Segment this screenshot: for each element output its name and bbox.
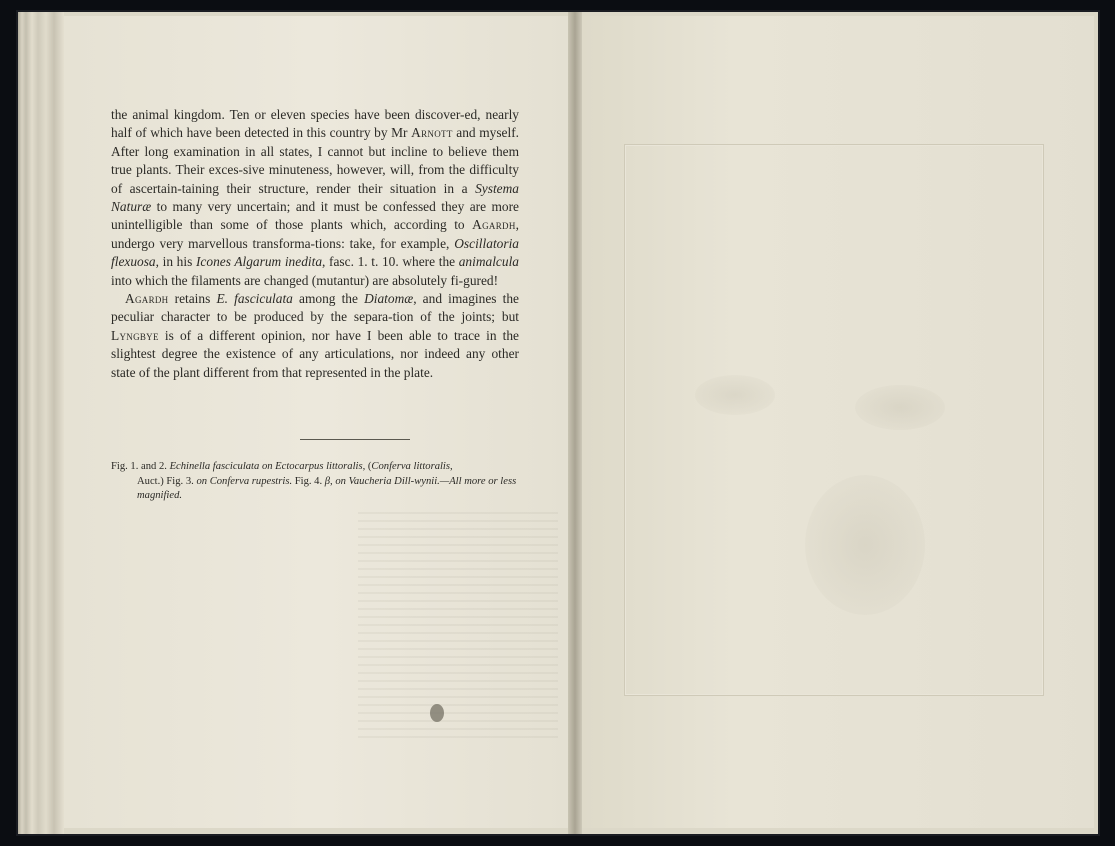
italic-text: animalcula [458, 254, 519, 270]
text-run: , undergo very marvellous transforma-tions: take, for example, [111, 217, 519, 251]
text-run: Fig. 1. and 2. [111, 461, 170, 472]
paragraph [111, 106, 519, 290]
text-run: , in his [155, 254, 196, 270]
show-through-mark [805, 475, 925, 615]
text-run: to many very uncertain; and it must be confessed they are more unintelligible than some of those plants which, according to [111, 199, 519, 233]
paragraph [111, 290, 519, 382]
text-run: , fasc. 1. t. 10. where the [322, 254, 459, 270]
figure-caption [111, 460, 523, 504]
italic-text: Oscillatoria flexuosa [111, 235, 519, 270]
small-caps-text: Agardh [472, 217, 516, 233]
text-run: ( [365, 461, 372, 472]
italic-text: E. fasciculata [216, 291, 293, 307]
caption-line [111, 475, 523, 504]
italic-text: Systema Naturæ [111, 180, 519, 215]
italic-text: Echinella fasciculata on Ectocarpus littoralis, [169, 461, 366, 472]
show-through-mark [695, 375, 775, 415]
text-run: and myself. After long examination in all states, I cannot but incline to believe them true plants. Their exces-sive minuteness, however, will, from the difficulty of ascertain-taining their structure, render their situation in a [111, 125, 520, 196]
page-edges [18, 12, 64, 834]
small-caps-text: Arnott [411, 125, 453, 141]
book-gutter [568, 12, 582, 834]
text-run: , and imagines the peculiar character to be produced by the separa-tion of the joints; but [111, 291, 519, 325]
plate-impression [624, 144, 1044, 696]
caption-line [111, 461, 453, 472]
small-caps-text: Agardh [125, 291, 169, 307]
text-run: is of a different opinion, nor have I been able to trace in the slightest degree the existence of any articulations, nor indeed any other state of the plant different from that represented in the plate. [111, 327, 519, 380]
small-caps-text: Lyngbye [111, 327, 159, 343]
text-run: Auct.) Fig. 3. [137, 475, 197, 487]
divider-rule [300, 439, 410, 440]
italic-text: Icones Algarum inedita [195, 254, 323, 270]
show-through-mark [855, 385, 945, 430]
bleed-through-text [358, 512, 558, 742]
italic-text: Conferva littoralis, [371, 461, 453, 472]
italic-text: on Conferva rupestris. [196, 475, 293, 487]
text-run: the animal kingdom. Ten or eleven species have been discover-ed, nearly half of which have been detected in this country by Mr [111, 107, 519, 141]
ink-smudge [430, 704, 444, 722]
text-run: into which the filaments are changed (mutantur) are absolutely fi-gured! [111, 272, 499, 288]
right-page [582, 16, 1094, 828]
italic-text: Diatomæ [364, 291, 414, 307]
text-run: among the [292, 291, 365, 307]
italic-text: β, on Vaucheria Dill-wynii.—All more or less magnified. [137, 475, 517, 501]
text-run: retains [168, 291, 217, 307]
text-run: Fig. 4. [292, 475, 325, 487]
body-text [111, 106, 519, 382]
